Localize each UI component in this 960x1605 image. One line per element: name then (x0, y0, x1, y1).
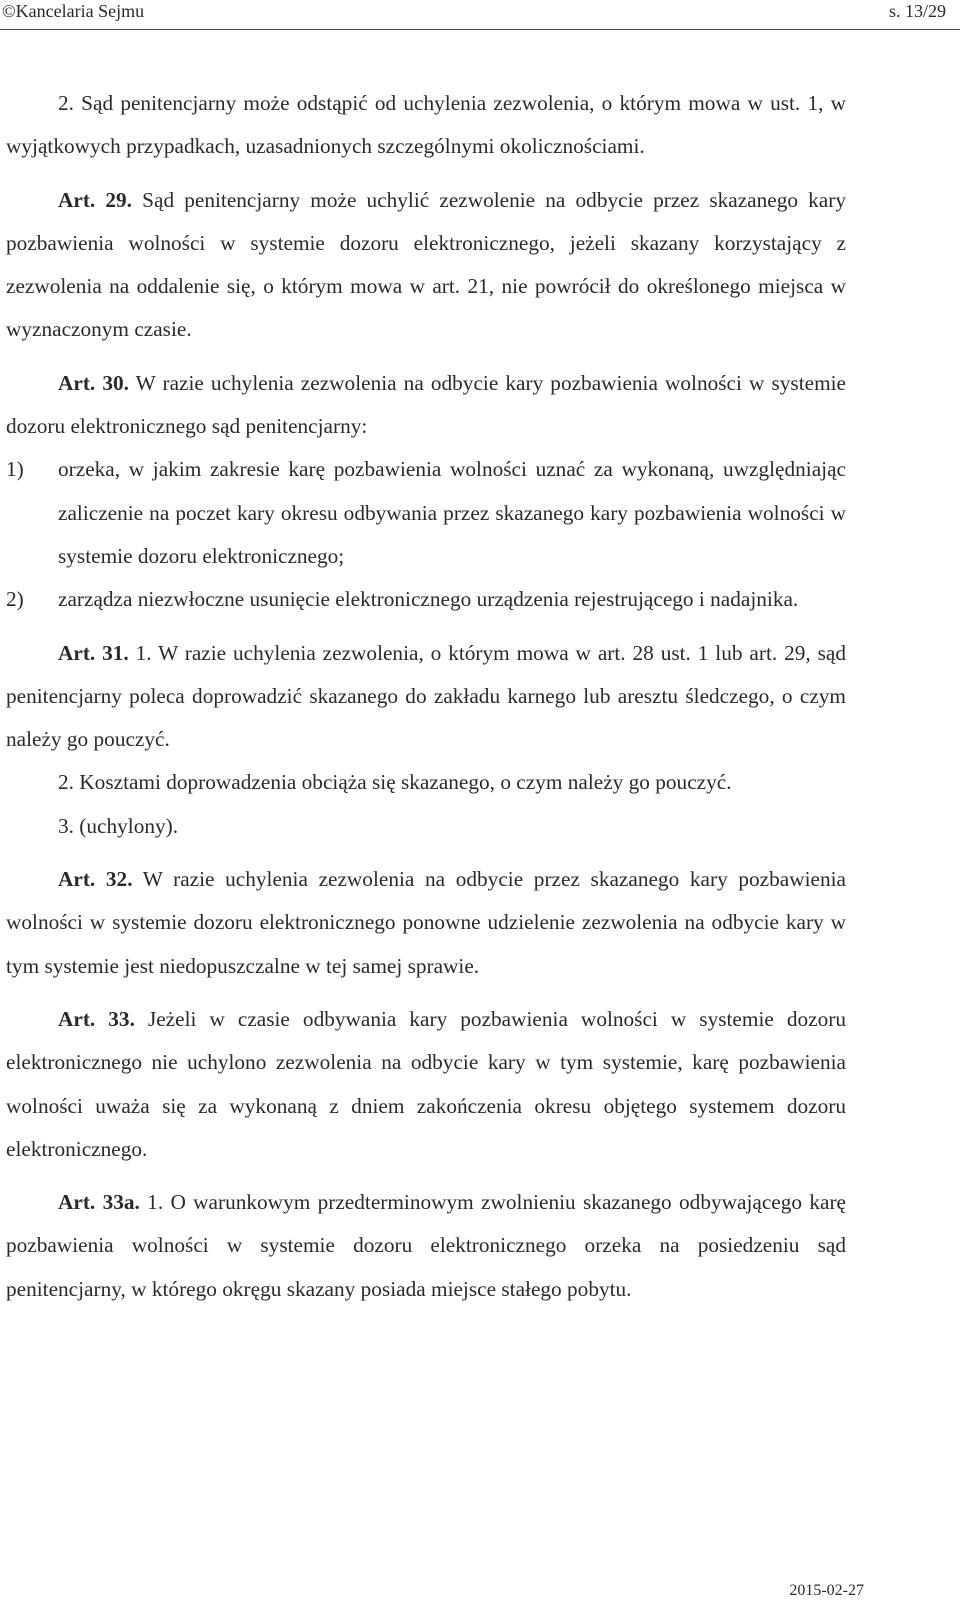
article-31-ust-3: 3. (uchylony). (58, 813, 179, 838)
article-30-label: Art. 30. (58, 370, 129, 395)
article-33-label: Art. 33. (58, 1006, 135, 1031)
article-32-label: Art. 32. (58, 867, 133, 892)
article-29-text: Sąd penitencjarny może uchylić zezwolenie na odbycie przez skazanego kary pozbawienia wolności w systemie dozoru elektronicznego, jeżeli skazany korzystający z zezwolenia na oddalenie się, o którym mowa w art. 21, nie powrócił do określonego miejsca w wyznaczonym czasie. (6, 187, 846, 342)
article-33-text: Jeżeli w czasie odbywania kary pozbawienia wolności w systemie dozoru elektronicznego nie uchylono zezwolenia na odbycie kary w tym systemie, karę pozbawienia wolności uważa się za wykonaną z dniem zakończenia okresu objętego systemem dozoru elektronicznego. (6, 1006, 846, 1161)
article-29 (6, 179, 846, 352)
article-30 (6, 362, 846, 449)
article-31-label: Art. 31. (58, 640, 129, 665)
copyright-text: ©Kancelaria Sejmu (2, 1, 145, 21)
article-33 (6, 998, 846, 1171)
item-number: 2) (6, 587, 24, 612)
footer-date: 2015-02-27 (789, 1582, 864, 1599)
article-30-text: W razie uchylenia zezwolenia na odbycie kary pozbawienia wolności w systemie dozoru elektronicznego sąd penitencjarny: (6, 370, 846, 439)
article-30-item-2 (6, 578, 846, 621)
paragraph-ust-2: 2. Sąd penitencjarny może odstąpić od uchylenia zezwolenia, o którym mowa w ust. 1, w wyjątkowych przypadkach, uzasadnionych szczególnymi okolicznościami. (6, 91, 846, 159)
article-32 (6, 858, 846, 988)
item-text: zarządza niezwłoczne usunięcie elektronicznego urządzenia rejestrującego i nadajnika. (58, 587, 799, 612)
article-33a (6, 1181, 846, 1311)
item-number: 1) (6, 457, 24, 482)
page-number: s. 13/29 (888, 1, 946, 21)
document-body (6, 82, 846, 1311)
article-33a-label: Art. 33a. (58, 1190, 140, 1215)
article-30-item-1 (6, 448, 846, 578)
page-header (0, 0, 960, 30)
article-31 (6, 632, 846, 762)
article-31-ust-2: 2. Kosztami doprowadzenia obciąża się skazanego, o czym należy go pouczyć. (58, 770, 732, 795)
article-29-label: Art. 29. (58, 187, 133, 212)
article-31-text: 1. W razie uchylenia zezwolenia, o którym mowa w art. 28 ust. 1 lub art. 29, sąd penitencjarny poleca doprowadzić skazanego do zakładu karnego lub aresztu śledczego, o czym należy go pouczyć. (6, 640, 846, 752)
article-33a-text: 1. O warunkowym przedterminowym zwolnieniu skazanego odbywającego karę pozbawienia wolności w systemie dozoru elektronicznego orzeka na posiedzeniu sąd penitencjarny, w którego okręgu skazany posiada miejsce stałego pobytu. (6, 1190, 846, 1301)
item-text: orzeka, w jakim zakresie karę pozbawienia wolności uznać za wykonaną, uwzględniając zaliczenie na poczet kary okresu odbywania przez skazanego kary pozbawienia wolności w systemie dozoru elektronicznego; (58, 457, 846, 568)
article-32-text: W razie uchylenia zezwolenia na odbycie przez skazanego kary pozbawienia wolności w systemie dozoru elektronicznego ponowne udzielenie zezwolenia na odbycie kary w tym systemie jest niedopuszczalne w tej samej sprawie. (6, 867, 846, 978)
